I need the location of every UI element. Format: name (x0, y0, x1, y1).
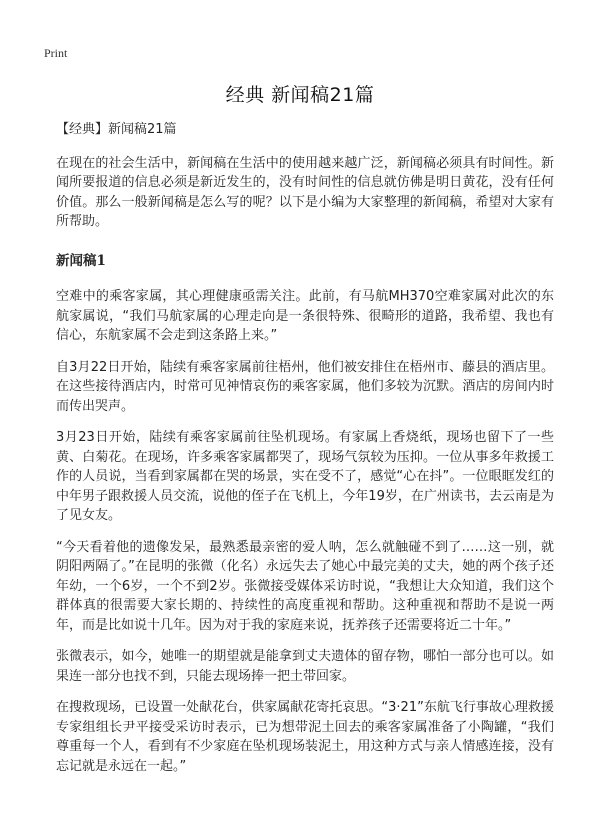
print-link[interactable]: Print (44, 46, 68, 60)
body-paragraph: 3月23日开始，陆续有乘客家属前往坠机现场。有家属上香烧纸，现场也留下了一些黄、白菊花。在现场，许多乘客家属都哭了，现场气氛较为压抑。一位从事多年救援工作的人员说，当看到家属都在哭的场景，实在受不了，感觉“心在抖”。一位眼眶发红的中年男子跟救援人员交流，说他的侄子在飞机上，今年19岁，在广州读书，去云南是为了见女友。 (56, 430, 554, 523)
page-title: 经典 新闻稿21篇 (225, 84, 375, 106)
body-paragraph: 张微表示，如今，她唯一的期望就是能拿到丈夫遗体的留存物，哪怕一部分也可以。如果连一部分也找不到，只能去现场捧一把土带回家。 (56, 649, 554, 684)
section-heading: 新闻稿1 (56, 252, 106, 269)
body-paragraph: 空难中的乘客家属，其心理健康亟需关注。此前，有马航MH370空难家属对此次的东航家属说，“我们马航家属的心理走向是一条很特殊、很畸形的道路，我希望、我也有信心，东航家属不会走到这条路上来。” (56, 289, 554, 343)
body-paragraph: “今天看着他的遗像发呆，最熟悉最亲密的爱人呐，怎么就触碰不到了……这一别，就阴阳两隔了。”在昆明的张微（化名）永远失去了她心中最完美的丈夫，她的两个孩子还年幼，一个6岁，一个不到2岁。张微接受媒体采访时说，“我想让大众知道，我们这个群体真的很需要大家长期的、持续性的高度重视和帮助。这种重视和帮助不是说一两年，而是比如说十几年。因为对于我的家庭来说，抚养孩子还需要将近二十年。” (56, 539, 554, 633)
body-paragraph: 自3月22日开始，陆续有乘客家属前往梧州，他们被安排住在梧州市、藤县的酒店里。在这些接待酒店内，时常可见神情哀伤的乘客家属，他们多较为沉默。酒店的房间内时而传出哭声。 (56, 359, 554, 414)
intro-paragraph: 在现在的社会生活中，新闻稿在生活中的使用越来越广泛，新闻稿必须具有时间性。新闻所要报道的信息必须是新近发生的，没有时间性的信息就仿佛是明日黄花，没有任何价值。那么一般新闻稿是怎么写的呢？以下是小编为大家整理的新闻稿，希望对大家有所帮助。 (56, 155, 554, 229)
body-paragraph: 在搜救现场，已设置一处献花台，供家属献花寄托哀思。“3·21”东航飞行事故心理救援专家组组长尹平接受采访时表示，已为想带泥土回去的乘客家属准备了小陶罐，“我们尊重每一个人，看到有不少家庭在坠机现场装泥土，用这种方式与亲人情感连接，没有忘记就是永远在一起。” (56, 700, 554, 774)
article-subtitle: 【经典】新闻稿21篇 (56, 122, 177, 137)
article-body (56, 120, 554, 788)
